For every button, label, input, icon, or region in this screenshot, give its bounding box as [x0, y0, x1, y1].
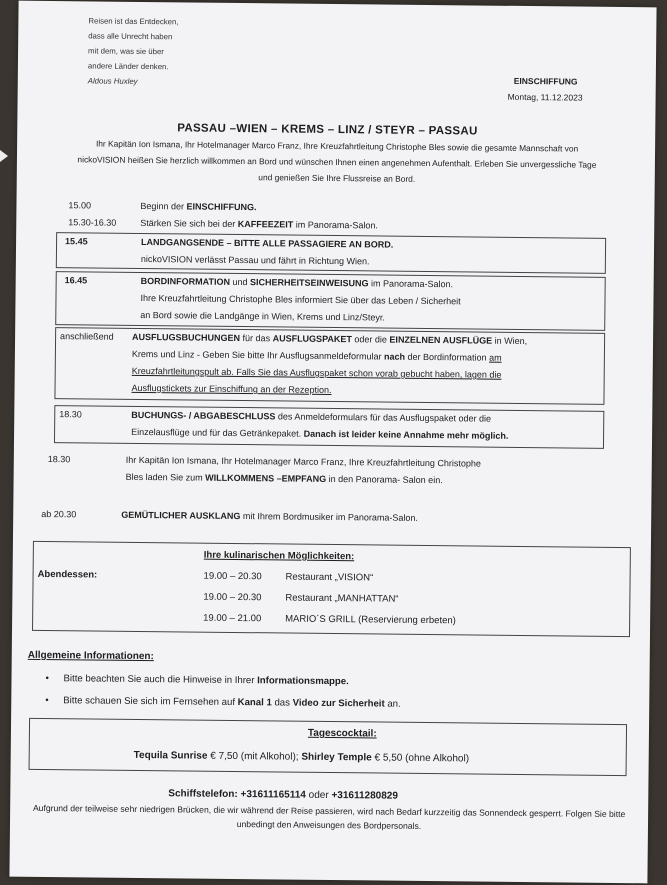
- row-text: Stärken Sie sich bei der KAFFEEZEIT im Panorama-Salon.: [140, 217, 378, 231]
- ship-phone: Schiffstelefon: +31611165114 oder +31611280829: [168, 788, 398, 802]
- route-title: PASSAU –WIEN – KREMS – LINZ / STEYR – PASSAU: [177, 122, 478, 138]
- program-sheet: [9, 1, 656, 884]
- cocktail-title: Tagescocktail:: [307, 727, 377, 740]
- row-time: 15.00: [68, 200, 92, 211]
- general-info-title: Allgemeine Informationen:: [27, 649, 154, 663]
- row-time: 18.30: [59, 409, 82, 420]
- bullet-dot: •: [45, 695, 49, 707]
- row-text: an Bord sowie die Landgänge in Wien, Krems und Linz/Steyr.: [140, 309, 386, 323]
- schedule-box-landgang: [56, 232, 606, 274]
- dinner-time: 19.00 – 20.30: [203, 591, 262, 604]
- cocktail-line: Tequila Sunrise € 7,50 (mit Alkohol); Shirley Temple € 5,50 (ohne Alkohol): [133, 749, 470, 765]
- dinner-time: 19.00 – 20.30: [203, 570, 262, 583]
- culinary-box: [32, 541, 631, 637]
- quote-author: Aldous Huxley: [87, 76, 138, 86]
- row-text: BORDINFORMATION und SICHERHEITSEINWEISUNG im Panorama-Salon.: [140, 275, 454, 290]
- culinary-title: Ihre kulinarischen Möglichkeiten:: [203, 549, 355, 563]
- row-text: LANDGANGSENDE – BITTE ALLE PASSAGIERE AN BORD.: [141, 236, 394, 250]
- schedule-box-buchung: [54, 405, 604, 449]
- quote-block: [88, 13, 179, 89]
- page-edge-marker: [0, 150, 8, 162]
- row-time: 15.45: [65, 236, 88, 247]
- dinner-place: Restaurant „VISION“: [285, 571, 374, 584]
- dinner-place: Restaurant „MANHATTAN“: [285, 592, 399, 605]
- footer-note: Aufgrund der teilweise sehr niedrigen Brücken, die wir während der Reise passieren, wird nach Bedarf kurzzeitig das Sonnendeck gesperrt. Folgen Sie bitte unbedingt den Anweisungen des Bordpersonals.: [32, 802, 626, 831]
- row-text: nickoVISION verlässt Passau und fährt in Richtung Wien.: [140, 253, 370, 267]
- row-text: Ihr Kapitän Ion Ismana, Ihr Hotelmanager Marco Franz, Ihre Kreuzfahrtleitung Christophe: [125, 454, 482, 469]
- schedule-row: [48, 451, 608, 493]
- row-time: anschließend: [60, 331, 114, 342]
- quote-line: Reisen ist das Entdecken,: [88, 16, 179, 27]
- intro-text: Ihr Kapitän Ion Ismana, Ihr Hotelmanager Marco Franz, Ihre Kreuzfahrtleitung Christophe Bles sowie die gesamte Mannschaft von nickoVISION heißen Sie herzlich willkommen an Bord und wünschen Ihnen einen angenehmen Aufenthalt. Erleben Sie unvergessliche Tage und genießen Sie Ihre Flussreise an Bord.: [77, 138, 597, 184]
- row-text: Beginn der EINSCHIFFUNG.: [140, 200, 257, 213]
- schedule-box-ausflug: [54, 327, 605, 405]
- row-text: BUCHUNGS- / ABGABESCHLUSS des Anmeldeformulars für das Ausflugspaket oder die: [131, 409, 492, 424]
- info-bullet: • Bitte schauen Sie sich im Fernsehen auf Kanal 1 das Video zur Sicherheit an.: [45, 695, 401, 710]
- row-text: AUSFLUGSBUCHUNGEN für das AUSFLUGSPAKET oder die EINZELNEN AUSFLÜGE in Wien,: [132, 331, 528, 347]
- row-text: Ausflugstickets zur Einschiffung an der Rezeption.: [131, 382, 332, 395]
- row-time: 15.30-16.30: [68, 217, 117, 228]
- row-time: ab 20.30: [41, 508, 77, 520]
- quote-line: andere Länder denken.: [87, 61, 169, 72]
- row-time: 16.45: [64, 275, 88, 286]
- row-time: 18.30: [47, 454, 71, 465]
- row-text: Kreuzfahrtleitungspult ab. Falls Sie das Ausflugspaket schon vorab gebucht haben, lagen die: [131, 365, 502, 380]
- dinner-label: Abendessen:: [37, 568, 98, 581]
- dinner-place: MARIO´S GRILL (Reservierung erbeten): [285, 613, 456, 627]
- row-text: GEMÜTLICHER AUSKLANG mit Ihrem Bordmusiker im Panorama-Salon.: [121, 509, 418, 523]
- row-text: Einzelausflüge und für das Getränkepaket. Danach ist leider keine Annahme mehr möglich.: [131, 426, 509, 441]
- quote-line: mit dem, was sie über: [88, 46, 164, 57]
- cocktail-box: [29, 718, 628, 776]
- embarkation-heading: EINSCHIFFUNG: [513, 75, 578, 87]
- bullet-dot: •: [45, 673, 49, 685]
- dinner-time: 19.00 – 21.00: [203, 612, 262, 625]
- date-label: Montag, 11.12.2023: [507, 91, 583, 103]
- row-text: Krems und Linz - Geben Sie bitte Ihr Ausflugsanmeldeformular nach der Bordinformation am: [131, 348, 502, 363]
- schedule-box-bordinfo: [55, 271, 606, 331]
- row-text: Ihre Kreuzfahrtleitung Christophe Bles informiert Sie über das Leben / Sicherheit: [140, 292, 461, 307]
- row-text: Bles laden Sie zum WILLKOMMENS –EMPFANG in den Panorama- Salon ein.: [125, 471, 443, 486]
- quote-line: dass alle Unrecht haben: [88, 31, 173, 42]
- info-bullet: • Bitte beachten Sie auch die Hinweise in Ihrer Informationsmappe.: [45, 673, 349, 688]
